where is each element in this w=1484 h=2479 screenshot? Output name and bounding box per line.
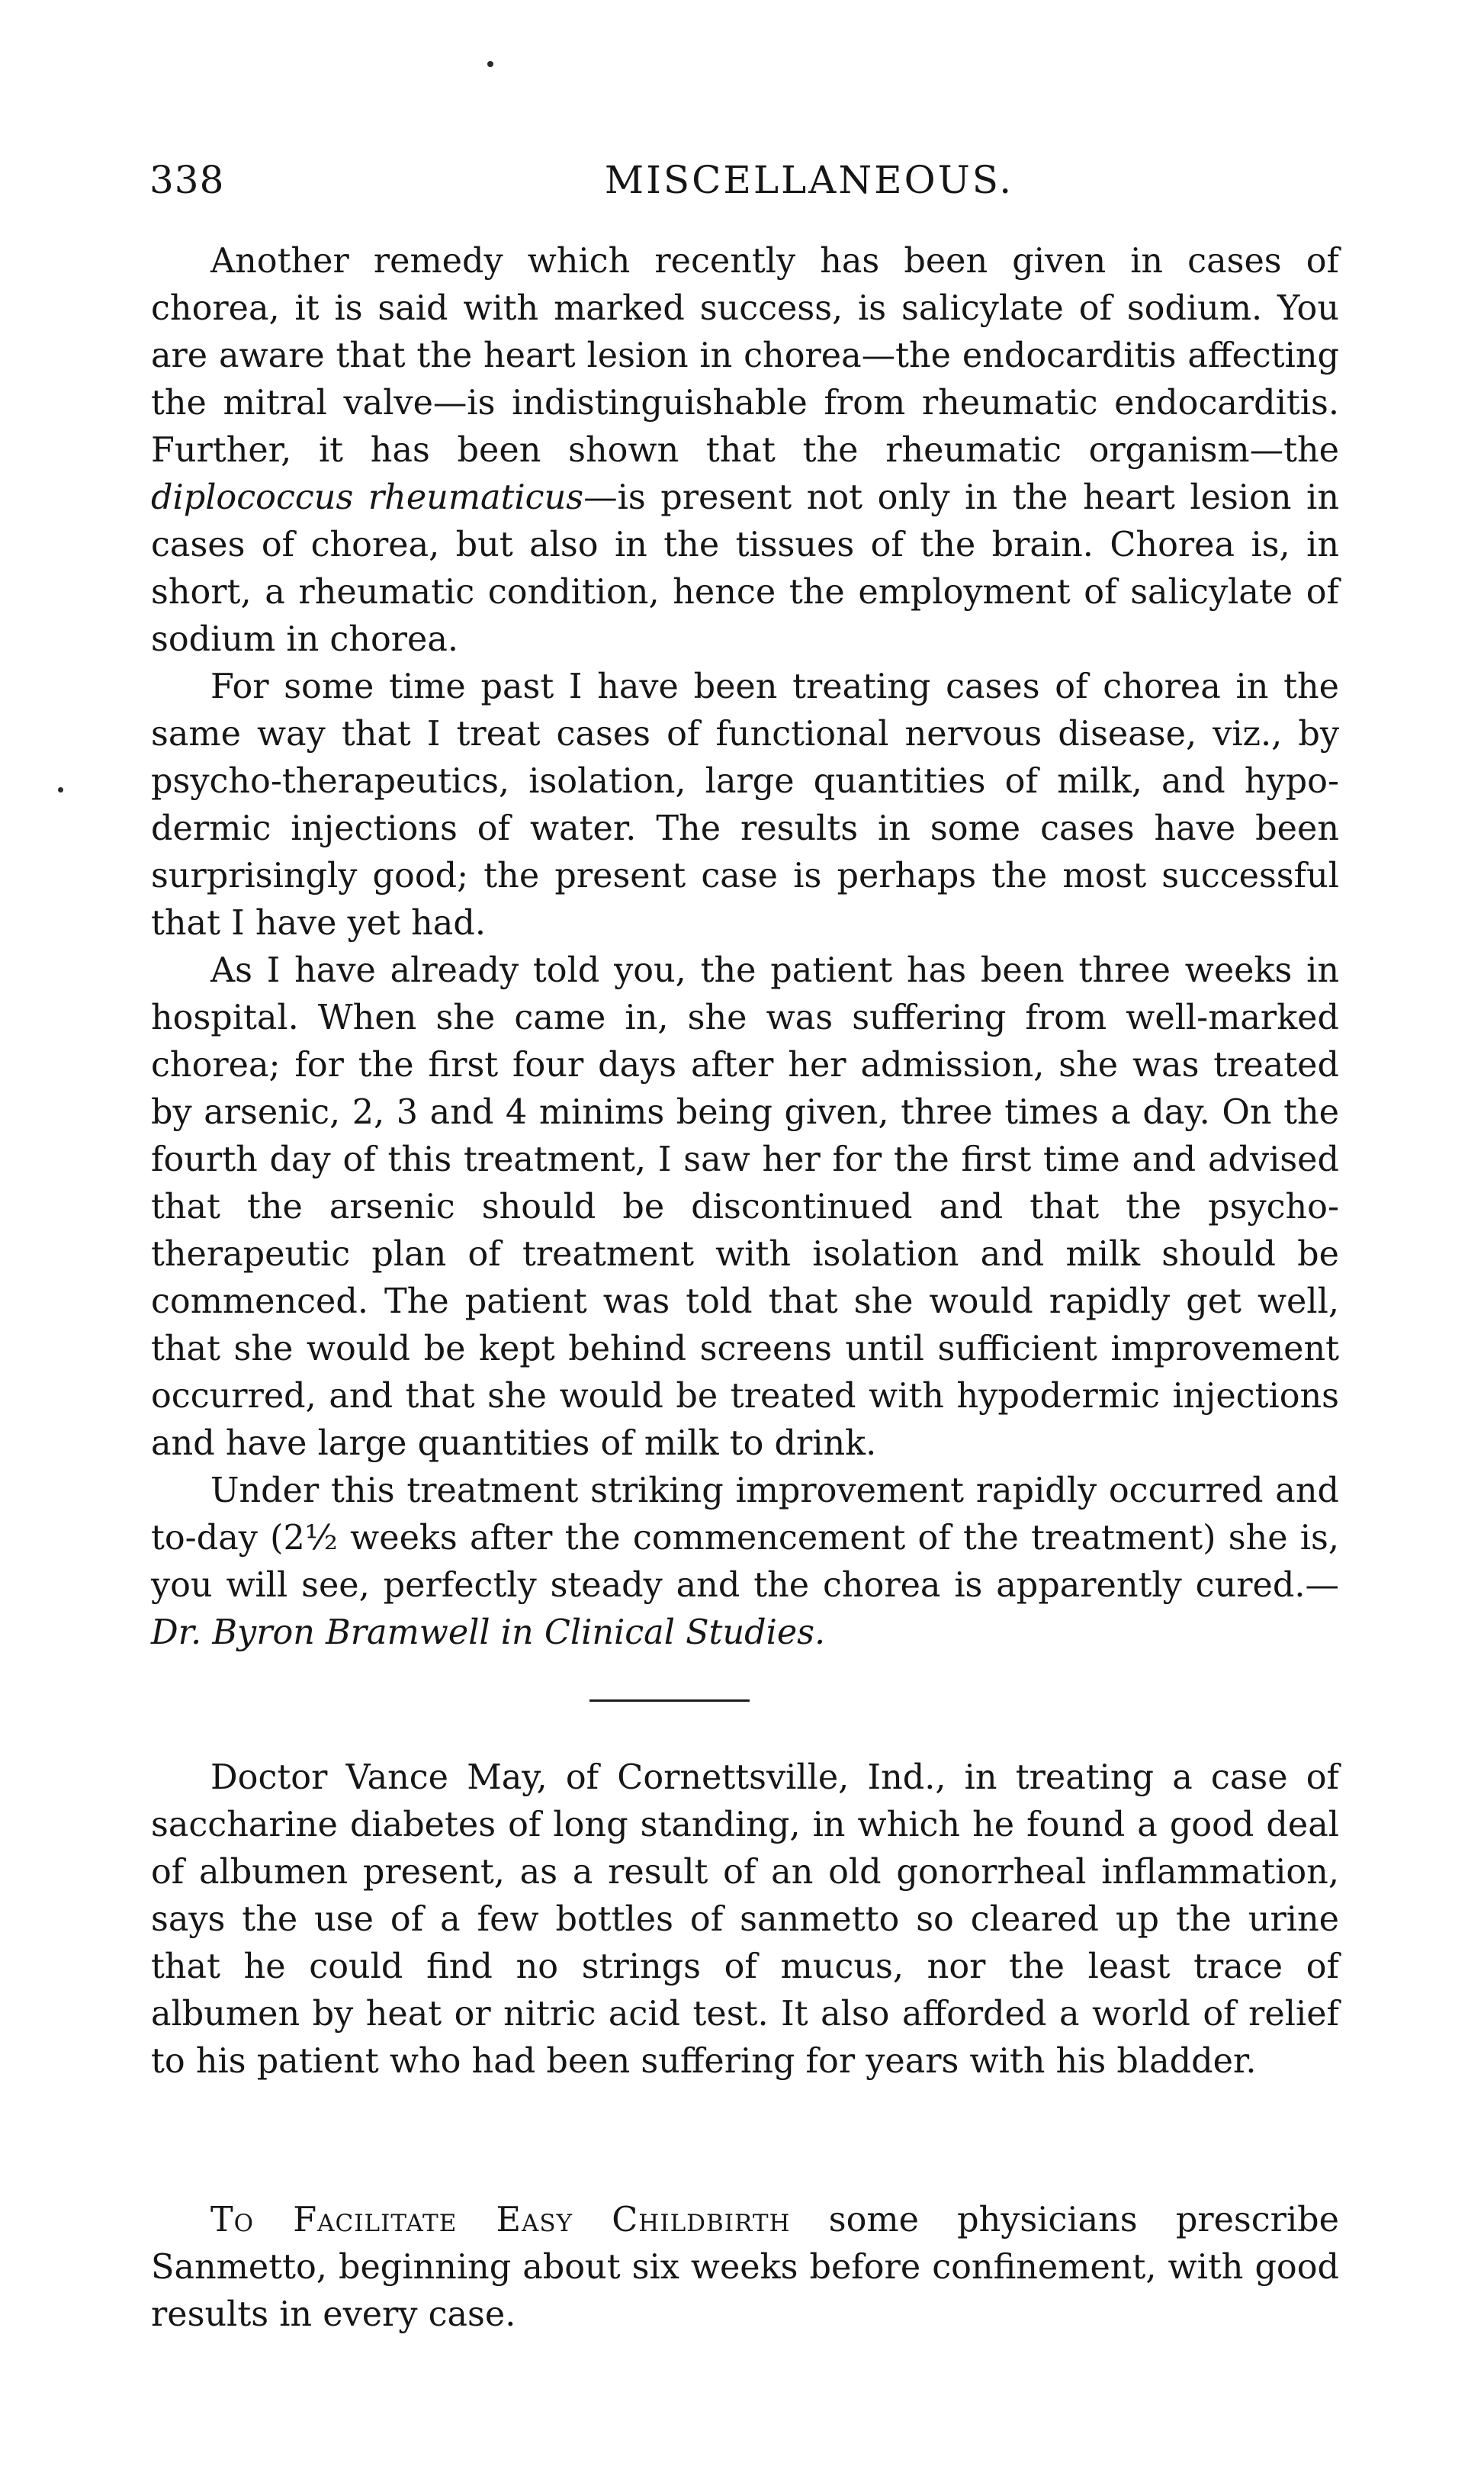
page-header — [149, 150, 1370, 211]
paragraph-text: some physicians prescribe Sanmetto, beginning about six weeks before confinement, with good results in every case. — [151, 2201, 1340, 2334]
article-chorea-treatment — [151, 238, 1339, 1657]
small-caps-lead: To Facilitate Easy Childbirth — [210, 2201, 791, 2239]
print-speck — [58, 787, 63, 793]
article-childbirth — [151, 2197, 1339, 2339]
paragraph-text: —is present not only in the heart lesion in cases of chorea, but also in the tissues of the brain. Chorea is, in short, a rheumatic condition, hence the employment of salicylate of sodium in chorea. — [151, 478, 1339, 659]
paragraph: As I have already told you, the patient has been three weeks in hospital. When she came in, she was suffering from well-marked chorea; for the first four days after her admission, she was treated by arsenic, 2, 3 and 4 minims being given, three times a day. On the fourth day of this treatment, I saw her for the first time and advised that the arsenic should be discontinued and that the psycho-therapeutic plan of treatment with isolation and milk should be commenced. The patient was told that she would rapidly get well, that she would be kept behind screens until sufficient improvement occurred, and that she would be treated with hypodermic injections and have large quantities of milk to drink. — [151, 951, 1339, 1463]
paragraph-text: Another remedy which recently has been given in cases of chorea, it is said with marked success, is salicylate of sodium. You are aware that the heart lesion in chorea—the endocarditis affecting the mitral valve—is indistinguishable from rheumatic endocarditis. Further, it has been shown that the rheumatic organism—the — [151, 242, 1339, 470]
paragraph — [151, 238, 1339, 664]
paragraph — [151, 1468, 1339, 1657]
paragraph: For some time past I have been treating cases of chorea in the same way that I treat cases of functional nervous disease, viz., by psycho-therapeutics, isolation, large quantities of milk, and hypodermic injections of water. The results in some cases have been surprisingly good; the present case is perhaps the most successful that I have yet had. — [151, 667, 1339, 943]
print-speck — [487, 61, 493, 67]
paragraph: Doctor Vance May, of Cornettsville, Ind., in treating a case of saccharine diabetes of long standing, in which he found a good deal of albumen present, as a result of an old gonorrheal inflammation, says the use of a few bottles of sanmetto so cleared up the urine that he could find no strings of mucus, nor the least trace of albumen by heat or nitric acid test. It also afforded a world of relief to his patient who had been suffering for years with his bladder. — [151, 1758, 1339, 2081]
citation: Dr. Byron Bramwell in Clinical Studies. — [151, 1613, 826, 1652]
paragraph — [151, 2197, 1339, 2339]
species-name: diplococcus rheumaticus — [151, 478, 584, 517]
paragraph-text: Under this treatment striking improvement rapidly occurred and to-day (2½ weeks after the commencement of the treatment) she is, you will see, perfectly steady and the chorea is apparently cured.— — [151, 1471, 1339, 1605]
article-sanmetto-diabetes — [151, 1754, 1339, 2085]
running-title: MISCELLANEOUS. — [604, 158, 1014, 202]
section-divider — [589, 1699, 750, 1702]
page-number: 338 — [149, 158, 225, 202]
